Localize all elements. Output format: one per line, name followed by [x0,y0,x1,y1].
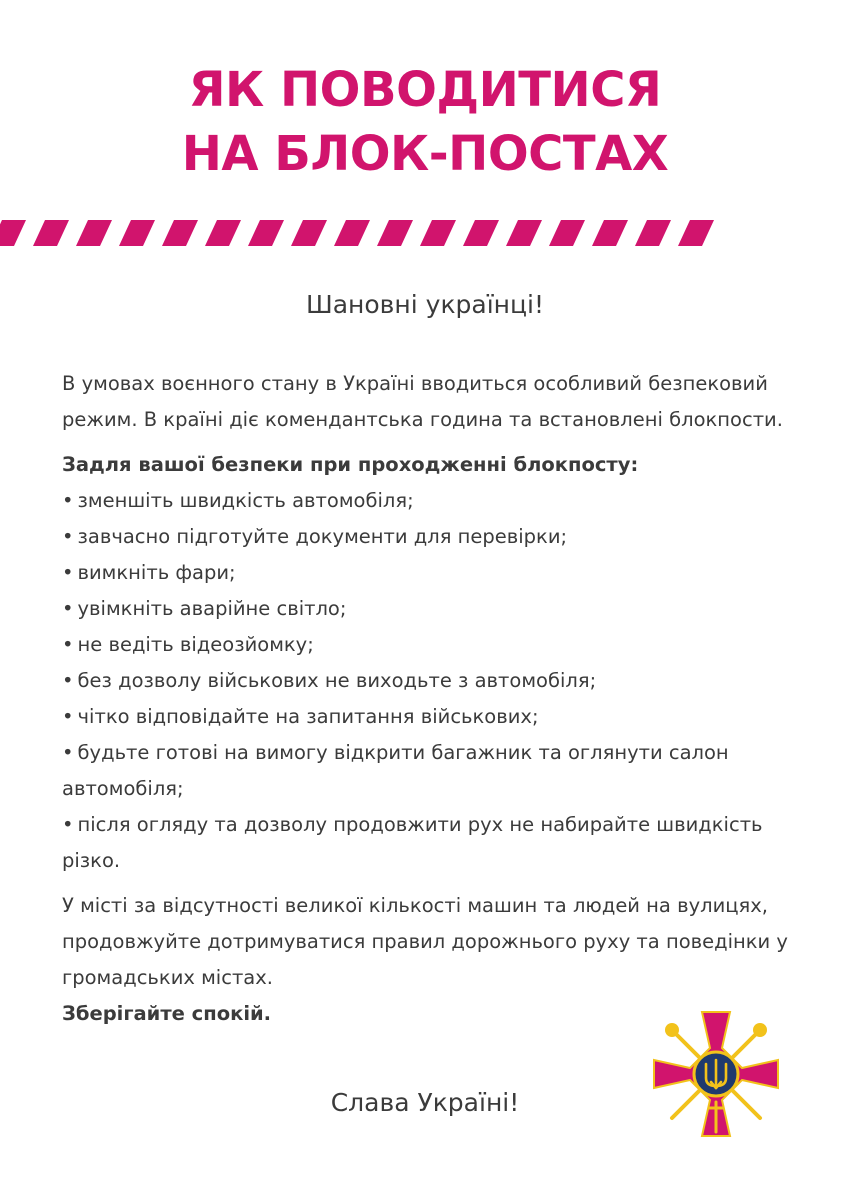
main-content [62,366,790,1032]
hazard-stripe [549,220,585,246]
hazard-stripe [291,220,327,246]
bullet-icon: • [62,489,74,512]
bullet-icon: • [62,525,74,548]
list-item-text: без дозволу військових не виходьте з автомобіля; [77,669,597,692]
title-line-2: НА БЛОК-ПОСТАХ [181,126,669,182]
bullet-icon: • [62,561,74,584]
list-item-text: увімкніть аварійне світло; [77,597,347,620]
list-item [62,699,790,735]
hazard-stripe [592,220,628,246]
bullet-icon: • [62,741,74,764]
list-item [62,735,790,807]
hazard-stripe [334,220,370,246]
tips-heading: Задля вашої безпеки при проходженні блокпосту: [62,453,639,476]
bullet-icon: • [62,813,74,836]
keep-calm-text: Зберігайте спокій. [62,1002,272,1025]
hazard-stripe-band [0,220,850,246]
intro-paragraph: В умовах воєнного стану в Україні вводиться особливий безпековий режим. В країні діє комендантська година та встановлені блокпости. [62,372,783,431]
greeting: Шановні українці! [305,290,545,319]
hazard-stripe [506,220,542,246]
tips-list [62,483,790,879]
list-item [62,591,790,627]
list-item-text: не ведіть відеозйомку; [77,633,314,656]
hazard-stripe [205,220,241,246]
hazard-stripe [76,220,112,246]
list-item-text: вимкніть фари; [77,561,236,584]
list-item [62,555,790,591]
list-item-text: після огляду та дозволу продовжити рух не набирайте швидкість різко. [62,813,763,872]
hazard-stripe [248,220,284,246]
hazard-stripe [420,220,456,246]
list-item [62,519,790,555]
bullet-icon: • [62,633,74,656]
list-item-text: завчасно підготуйте документи для перевірки; [77,525,568,548]
list-item-text: будьте готові на вимогу відкрити багажник та оглянути салон автомобіля; [62,741,729,800]
armed-forces-cross-emblem [650,1008,782,1140]
list-item [62,663,790,699]
list-item-text: зменшіть швидкість автомобіля; [77,489,414,512]
hazard-stripe [377,220,413,246]
hazard-stripe [162,220,198,246]
hazard-stripe [33,220,69,246]
bullet-icon: • [62,705,74,728]
hazard-stripe [463,220,499,246]
list-item-text: чітко відповідайте на запитання військових; [77,705,539,728]
title-line-1: ЯК ПОВОДИТИСЯ [188,62,662,118]
list-item [62,807,790,879]
hazard-stripe [0,220,26,246]
bullet-icon: • [62,669,74,692]
hazard-stripe [635,220,671,246]
bullet-icon: • [62,597,74,620]
outro-paragraph: У місті за відсутності великої кількості машин та людей на вулицях, продовжуйте дотримуватися правил дорожнього руху та поведінки у громадських містах. [62,894,788,989]
hazard-stripe [678,220,714,246]
hazard-stripe [119,220,155,246]
list-item [62,627,790,663]
page-title [0,58,850,186]
list-item [62,483,790,519]
closing-slogan: Слава Україні! [330,1088,520,1117]
